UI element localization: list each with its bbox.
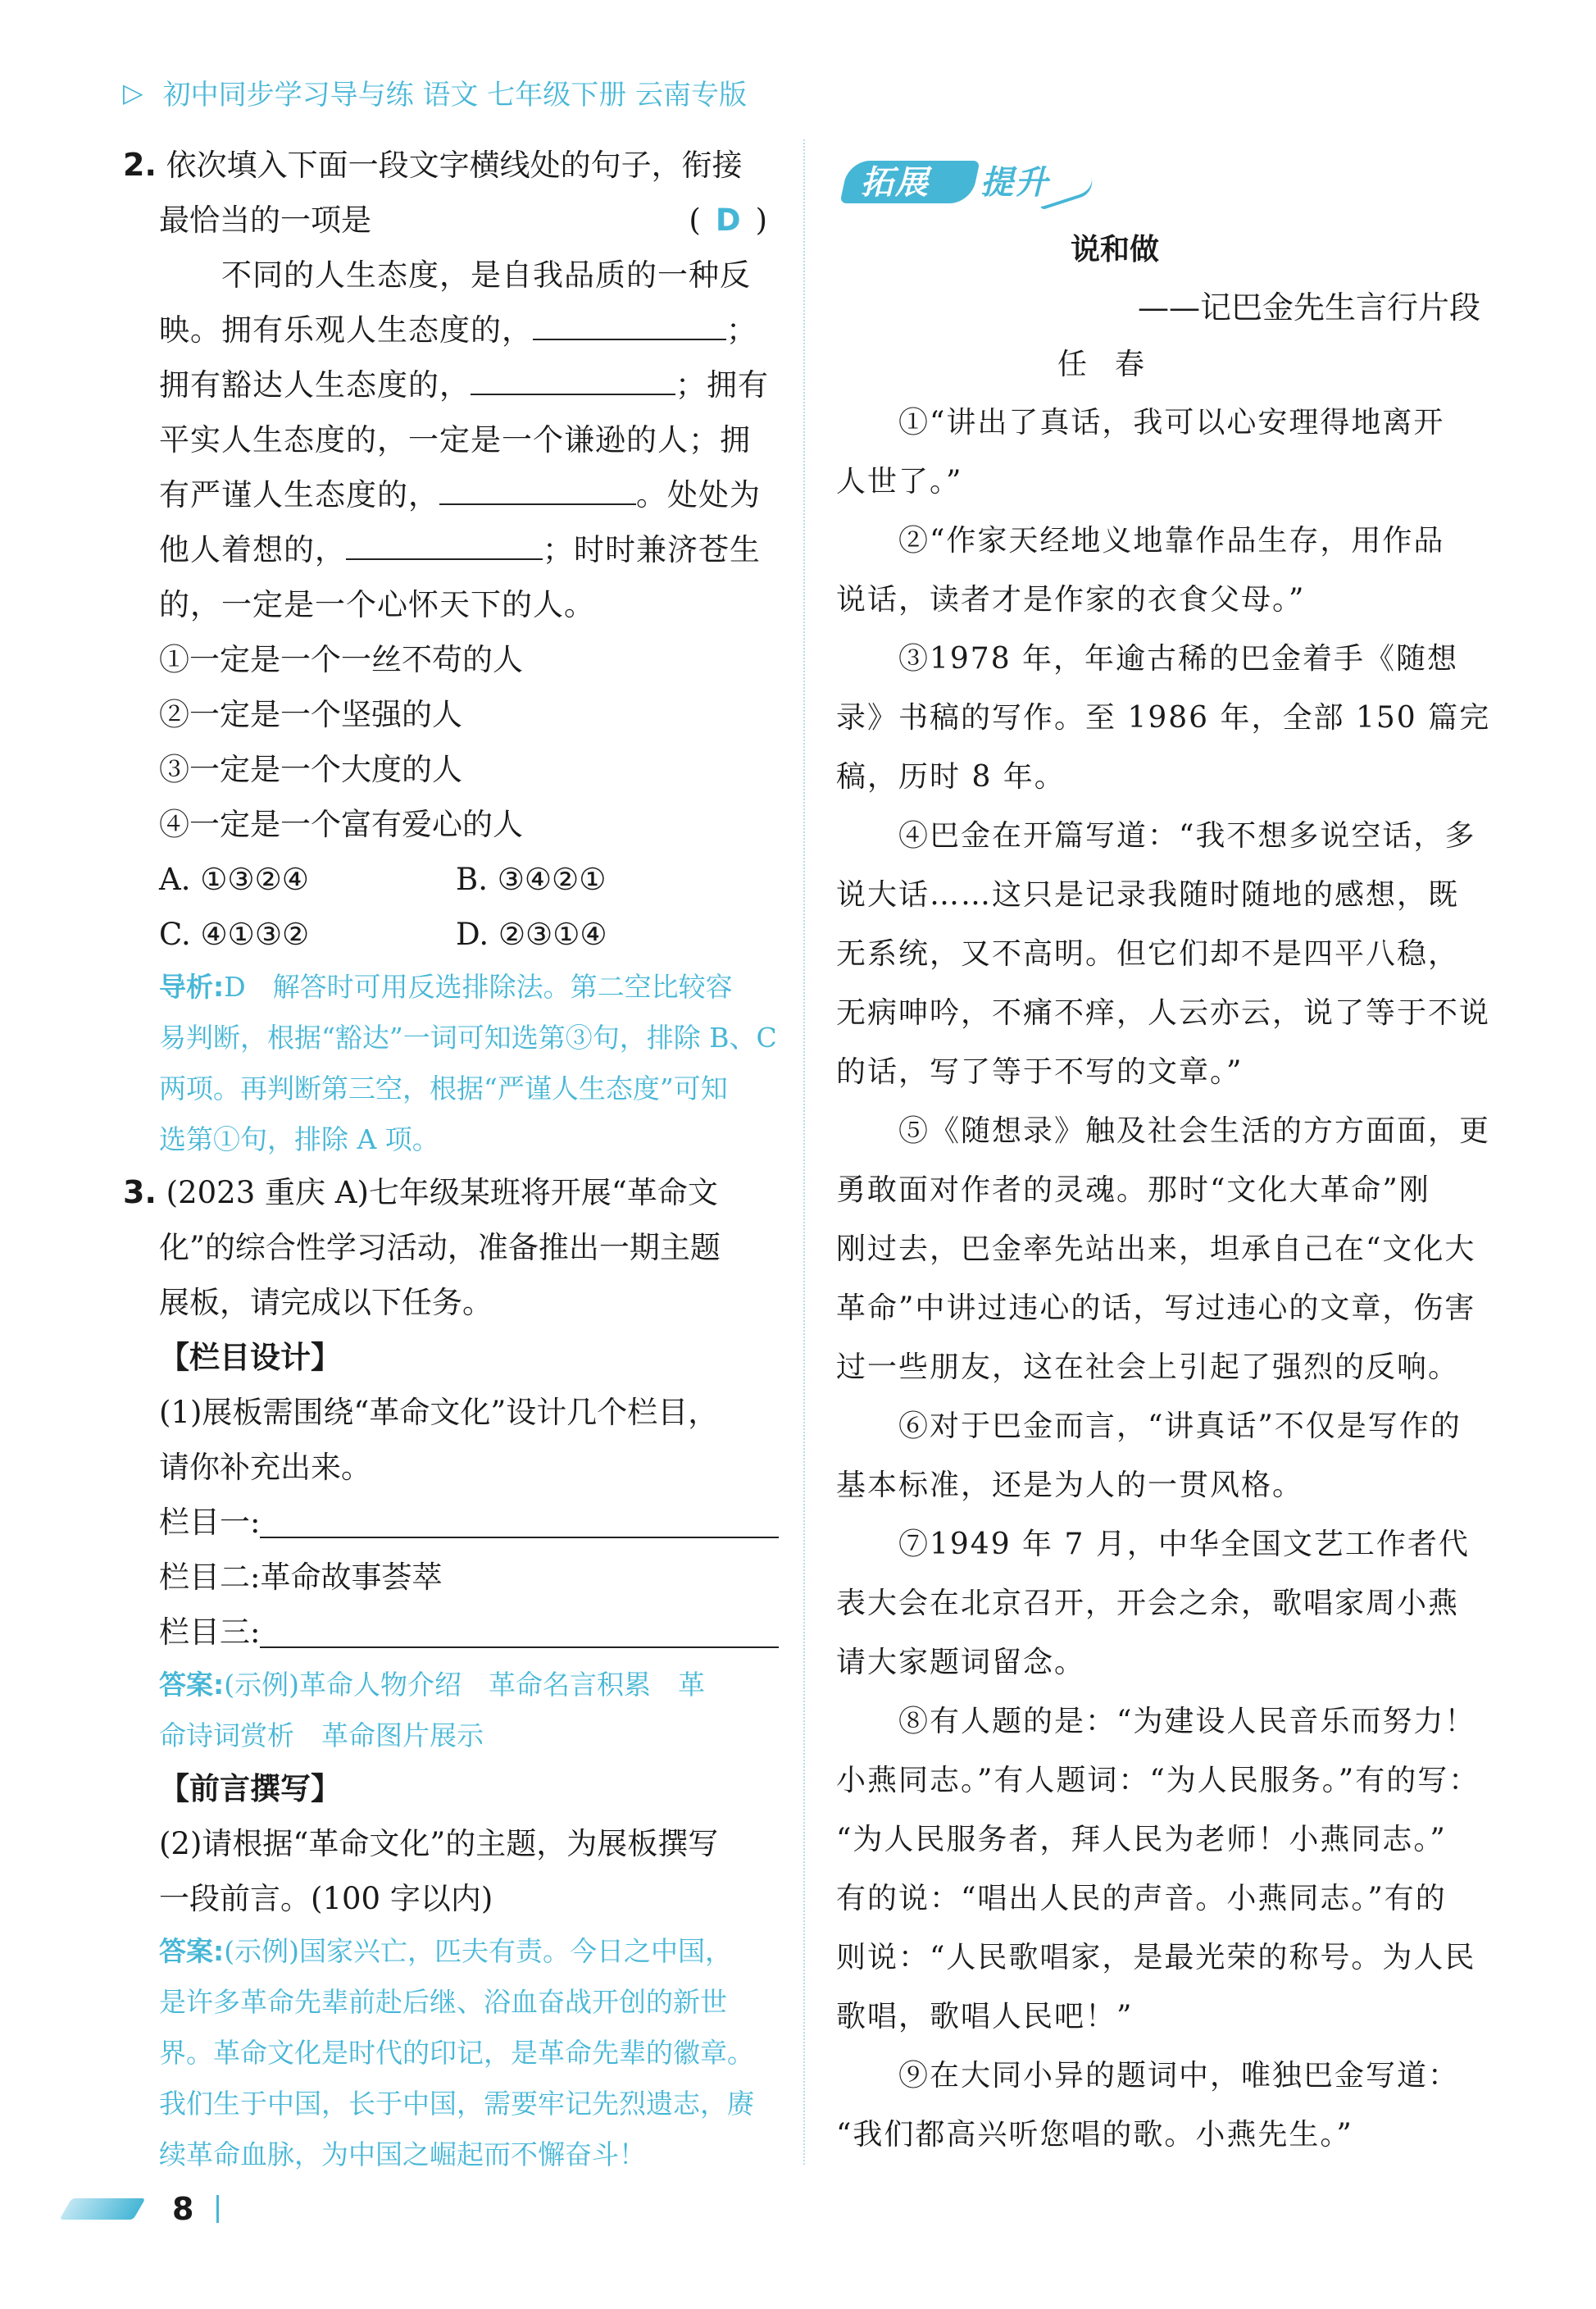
answer-line: 我们生于中国，长于中国，需要牢记先烈遗志，赓	[159, 2088, 754, 2120]
analysis-label: 导析:	[159, 971, 225, 1003]
analysis	[123, 962, 779, 1165]
list-item: ②一定是一个坚强的人	[159, 697, 462, 732]
answer-line: 续革命血脉，为中国之崛起而不懈奋斗！	[159, 2138, 646, 2170]
paragraph-line: 过一些朋友，这在社会上引起了强烈的反响。	[836, 1350, 1460, 1384]
article-paragraph	[836, 2047, 1492, 2165]
field-label: 栏目三:	[159, 1614, 261, 1650]
column-divider	[803, 139, 805, 2165]
passage-line: 不同的人生态度，是自我品质的一种反	[221, 257, 751, 293]
question-stem: 展板，请完成以下任务。	[159, 1285, 493, 1320]
answer-input[interactable]	[260, 1607, 779, 1648]
passage-line: 的，一定是一个心怀天下的人。	[159, 587, 595, 622]
paragraph-line: 录》书稿的写作。至 1986 年，全部 150 篇完	[836, 701, 1491, 735]
list-item: ④一定是一个富有爱心的人	[159, 807, 523, 842]
option-b[interactable]: B. ③④②①	[456, 862, 607, 897]
play-triangle-icon: ▷	[123, 76, 143, 108]
list-item: ①一定是一个一丝不苟的人	[159, 642, 523, 677]
article-paragraph	[836, 1397, 1492, 1515]
question-stem: 最恰当的一项是	[159, 203, 371, 238]
task-text: 一段前言。(100 字以内)	[159, 1881, 493, 1916]
paragraph-line: 小燕同志。”有人题词：“为人民服务。”有的写：	[836, 1764, 1480, 1797]
running-header	[123, 72, 747, 112]
article-paragraph	[836, 1515, 1492, 1692]
analysis-line: 两项。再判断第三空，根据“严谨人生态度”可知	[159, 1073, 728, 1104]
passage-line: 映。拥有乐观人生态度的， ；	[159, 303, 779, 358]
passage-line: 平实人生态度的，一定是一个谦逊的人；拥	[159, 422, 751, 458]
article-paragraph	[836, 512, 1492, 630]
question-number: 2.	[123, 147, 157, 183]
column-field-3	[123, 1605, 779, 1660]
article-paragraph	[836, 1102, 1492, 1397]
paragraph-line: 无系统，又不高明。但它们却不是四平八稳，	[836, 937, 1460, 971]
article-body	[836, 394, 1492, 2165]
page-footer	[66, 2191, 219, 2227]
article-title: 说和做	[1070, 233, 1159, 266]
options-row	[123, 907, 779, 962]
passage-line: 他人着想的， ；时时兼济苍生	[159, 522, 779, 577]
answer-label: 答案:	[159, 1669, 225, 1701]
section-heading: 【栏目设计】	[159, 1340, 341, 1375]
question-2	[123, 138, 779, 1165]
paragraph-line: 请大家题词留念。	[836, 1646, 1086, 1679]
banner-text: 提升	[980, 164, 1049, 202]
article-paragraph	[836, 630, 1492, 807]
field-value: 革命故事荟萃	[260, 1560, 443, 1595]
item-list	[123, 632, 779, 852]
answer-line: 命诗词赏析 革命图片展示	[159, 1719, 484, 1751]
paragraph-line: 基本标准，还是为人的一贯风格。	[836, 1469, 1304, 1502]
answer-line: (示例)革命人物介绍 革命名言积累 革	[224, 1669, 705, 1701]
paragraph-line: 说大话……这只是记录我随时随地的感想，既	[836, 878, 1460, 912]
question-stem: 化”的综合性学习活动，准备推出一期主题	[159, 1230, 721, 1265]
answer-line: 界。革命文化是时代的印记，是革命先辈的徽章。	[159, 2037, 754, 2069]
task-text: 请你补充出来。	[159, 1450, 371, 1485]
article-author: 任春	[1057, 348, 1172, 381]
paragraph-line: 勇敢面对作者的灵魂。那时“文化大革命”刚	[836, 1173, 1430, 1207]
answer-letter: D	[715, 203, 741, 238]
question-3	[123, 1165, 779, 2180]
fill-blank[interactable]	[471, 361, 675, 395]
paragraph-line: “为人民服务者，拜人民为老师！小燕同志。”	[836, 1823, 1447, 1856]
paragraph-line: ②“作家天经地义地靠作品生存，用作品	[898, 524, 1445, 558]
task-text: (2)请根据“革命文化”的主题，为展板撰写	[159, 1826, 719, 1861]
paragraph-line: 的话，写了等于不写的文章。”	[836, 1055, 1244, 1089]
paragraph-line: ④巴金在开篇写道：“我不想多说空话，多	[898, 819, 1476, 853]
answer-2	[123, 1926, 779, 2180]
fill-blank[interactable]	[533, 306, 726, 340]
answer-input[interactable]	[260, 1497, 779, 1538]
option-d[interactable]: D. ②③①④	[456, 917, 607, 952]
article-paragraph	[836, 807, 1492, 1102]
paragraph-line: ⑦1949 年 7 月，中华全国文艺工作者代	[898, 1528, 1470, 1561]
answer-line: (示例)国家兴亡，匹夫有责。今日之中国，	[224, 1935, 732, 1967]
field-label: 栏目二:	[159, 1560, 261, 1595]
right-column	[836, 156, 1492, 2165]
article-paragraph	[836, 1692, 1492, 2047]
paragraph-line: ③1978 年，年逾古稀的巴金着手《随想	[898, 642, 1459, 676]
column-field-2	[123, 1550, 779, 1605]
paragraph-line: 歌唱，歌唱人民吧！”	[836, 2000, 1134, 2033]
paragraph-line: ⑥对于巴金而言，“讲真话”不仅是写作的	[898, 1410, 1462, 1443]
answer-bracket: ( D )	[689, 203, 767, 238]
fill-blank[interactable]	[439, 471, 636, 505]
option-a[interactable]: A. ①③②④	[159, 862, 309, 897]
list-item: ③一定是一个大度的人	[159, 752, 462, 787]
paragraph-line: 稿，历时 8 年。	[836, 760, 1066, 794]
question-stem: 依次填入下面一段文字横线处的句子，衔接	[166, 148, 743, 183]
decorative-stripe	[59, 2198, 145, 2220]
answer-label: 答案:	[159, 1935, 225, 1967]
paragraph-line: 有的说：“唱出人民的声音。小燕同志。”有的	[836, 1882, 1447, 1915]
banner-text: 拓展	[861, 164, 930, 202]
extension-banner	[836, 156, 1082, 213]
question-number: 3.	[123, 1174, 157, 1210]
analysis-line: D 解答时可用反选排除法。第二空比较容	[224, 971, 733, 1003]
article-subtitle: ——记巴金先生言行片段	[1137, 289, 1480, 326]
options-row	[123, 852, 779, 907]
passage	[123, 248, 779, 632]
section-heading: 【前言撰写】	[159, 1771, 341, 1806]
question-stem: (2023 重庆 A)七年级某班将开展“革命文	[166, 1175, 718, 1210]
paragraph-line: “我们都高兴听您唱的歌。小燕先生。”	[836, 2118, 1353, 2152]
paragraph-line: ⑨在大同小异的题词中，唯独巴金写道：	[898, 2059, 1460, 2093]
passage-line: 有严谨人生态度的， 。处处为	[159, 467, 779, 522]
fill-blank[interactable]	[346, 526, 543, 560]
option-c[interactable]: C. ④①③②	[159, 917, 310, 952]
answer-1	[123, 1660, 779, 1761]
paragraph-line: 人世了。”	[836, 465, 963, 499]
footer-bar	[216, 2195, 219, 2223]
paragraph-line: 说话，读者才是作家的衣食父母。”	[836, 583, 1306, 617]
paragraph-line: ①“讲出了真话，我可以心安理得地离开	[898, 406, 1445, 439]
paragraph-line: 刚过去，巴金率先站出来，坦承自己在“文化大	[836, 1232, 1476, 1266]
paragraph-line: 革命”中讲过违心的话，写过违心的文章，伤害	[836, 1291, 1476, 1325]
paragraph-line: 无病呻吟，不痛不痒，人云亦云，说了等于不说	[836, 996, 1491, 1030]
answer-line: 是许多革命先辈前赴后继、浴血奋战开创的新世	[159, 1986, 727, 2018]
paragraph-line: 表大会在北京召开，开会之余，歌唱家周小燕	[836, 1587, 1460, 1620]
header-title: 初中同步学习导与练 语文 七年级下册 云南专版	[162, 79, 748, 112]
column-field-1	[123, 1495, 779, 1550]
page-number: 8	[172, 2191, 194, 2227]
analysis-line: 选第①句，排除 A 项。	[159, 1123, 439, 1155]
task-text: (1)展板需围绕“革命文化”设计几个栏目，	[159, 1395, 719, 1430]
paragraph-line: 则说：“人民歌唱家，是最光荣的称号。为人民	[836, 1941, 1476, 1974]
left-column	[123, 138, 779, 2180]
analysis-line: 易判断，根据“豁达”一词可知选第③句，排除 B、C	[159, 1022, 777, 1054]
field-label: 栏目一:	[159, 1505, 261, 1540]
passage-line: 拥有豁达人生态度的， ；拥有	[159, 358, 779, 412]
article-paragraph	[836, 394, 1492, 512]
paragraph-line: ⑧有人题的是：“为建设人民音乐而努力！	[898, 1705, 1476, 1738]
paragraph-line: ⑤《随想录》触及社会生活的方方面面，更	[898, 1114, 1491, 1148]
